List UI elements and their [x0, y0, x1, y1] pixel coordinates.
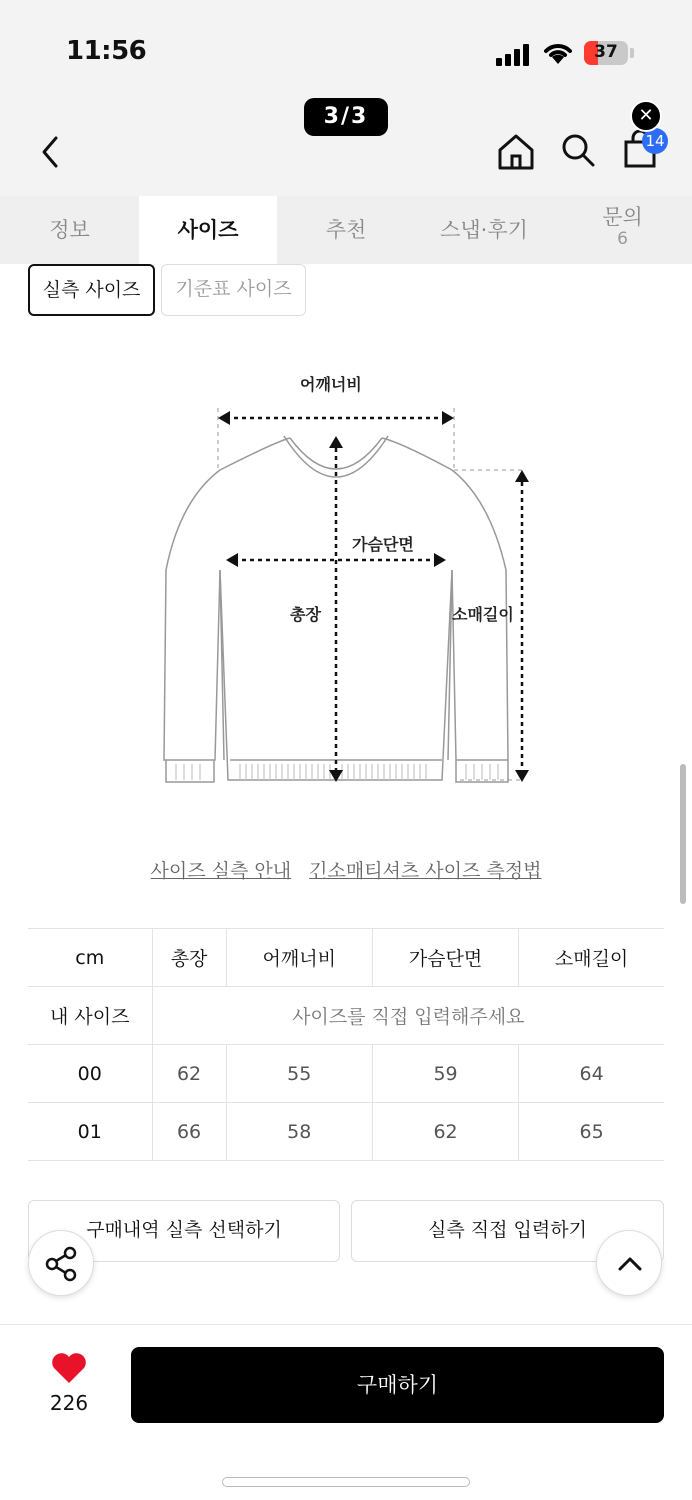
cart-count-badge: 14 [642, 128, 668, 154]
table-cell: 62 [372, 1103, 518, 1161]
column-header: 어깨너비 [226, 929, 372, 987]
like-count: 226 [49, 1391, 89, 1415]
search-icon[interactable] [558, 130, 598, 170]
select-purchase-history-button[interactable]: 구매내역 실측 선택하기 [28, 1200, 340, 1262]
shoulder-label: 어깨너비 [300, 375, 362, 394]
size-table [28, 928, 664, 1161]
chevron-up-icon [597, 1231, 663, 1297]
heart-icon[interactable] [36, 1349, 102, 1385]
size-guide-links [0, 856, 692, 883]
tab-snap-review[interactable]: 스냅·후기 [440, 218, 528, 242]
table-cell: 55 [226, 1045, 372, 1103]
tab-recommend[interactable]: 추천 [325, 218, 367, 242]
table-cell: 62 [152, 1045, 226, 1103]
product-tabs [0, 196, 692, 264]
table-row [28, 1103, 664, 1161]
standard-size-toggle[interactable]: 기준표 사이즈 [161, 264, 306, 316]
size-measure-guide-link[interactable]: 사이즈 실측 안내 [150, 860, 292, 882]
table-cell: 66 [152, 1103, 226, 1161]
size-diagram [160, 370, 540, 790]
share-button[interactable] [28, 1230, 94, 1296]
actual-size-toggle[interactable]: 실측 사이즈 [28, 264, 155, 316]
size-label: 00 [28, 1045, 152, 1103]
table-header-row [28, 929, 664, 987]
status-time: 11:56 [66, 36, 147, 66]
scrollbar[interactable] [680, 764, 686, 904]
table-cell: 64 [519, 1045, 664, 1103]
tab-qna-label: 문의 [602, 205, 643, 229]
wifi-icon [542, 40, 574, 66]
my-size-row[interactable] [28, 987, 664, 1045]
table-cell: 65 [519, 1103, 664, 1161]
back-icon[interactable] [34, 132, 68, 172]
battery-icon [584, 41, 628, 65]
sweater-illustration [160, 370, 540, 790]
column-header: 소매길이 [519, 929, 664, 987]
battery-level: 37 [594, 42, 618, 62]
table-row [28, 1045, 664, 1103]
column-header: 가슴단면 [372, 929, 518, 987]
scroll-to-top-button[interactable] [596, 1230, 662, 1296]
share-icon [29, 1231, 95, 1297]
tab-info[interactable]: 정보 [49, 218, 90, 242]
cellular-signal-icon [496, 44, 530, 66]
page-indicator: 3/3 [304, 98, 388, 136]
top-navigation [0, 96, 692, 196]
home-icon[interactable] [496, 132, 536, 172]
table-cell: 58 [226, 1103, 372, 1161]
column-header: 총장 [152, 929, 226, 987]
unit-header: cm [28, 929, 152, 987]
home-indicator [222, 1477, 470, 1487]
size-label: 01 [28, 1103, 152, 1161]
buy-button[interactable]: 구매하기 [131, 1347, 664, 1423]
tab-qna[interactable] [553, 196, 692, 264]
bottom-action-bar [0, 1324, 692, 1500]
tab-size[interactable]: 사이즈 [139, 196, 277, 264]
status-bar [0, 0, 692, 96]
close-icon[interactable]: ✕ [630, 100, 662, 132]
manual-input-button[interactable]: 실측 직접 입력하기 [351, 1200, 664, 1262]
tab-qna-count: 6 [617, 229, 628, 249]
chest-label: 가슴단면 [352, 535, 414, 554]
my-size-input-prompt[interactable]: 사이즈를 직접 입력해주세요 [152, 987, 664, 1045]
table-cell: 59 [372, 1045, 518, 1103]
length-label: 총장 [290, 605, 321, 624]
my-size-label: 내 사이즈 [28, 987, 152, 1045]
sleeve-label: 소매길이 [452, 605, 514, 624]
measure-method-link[interactable]: 긴소매티셔츠 사이즈 측정법 [309, 860, 542, 882]
